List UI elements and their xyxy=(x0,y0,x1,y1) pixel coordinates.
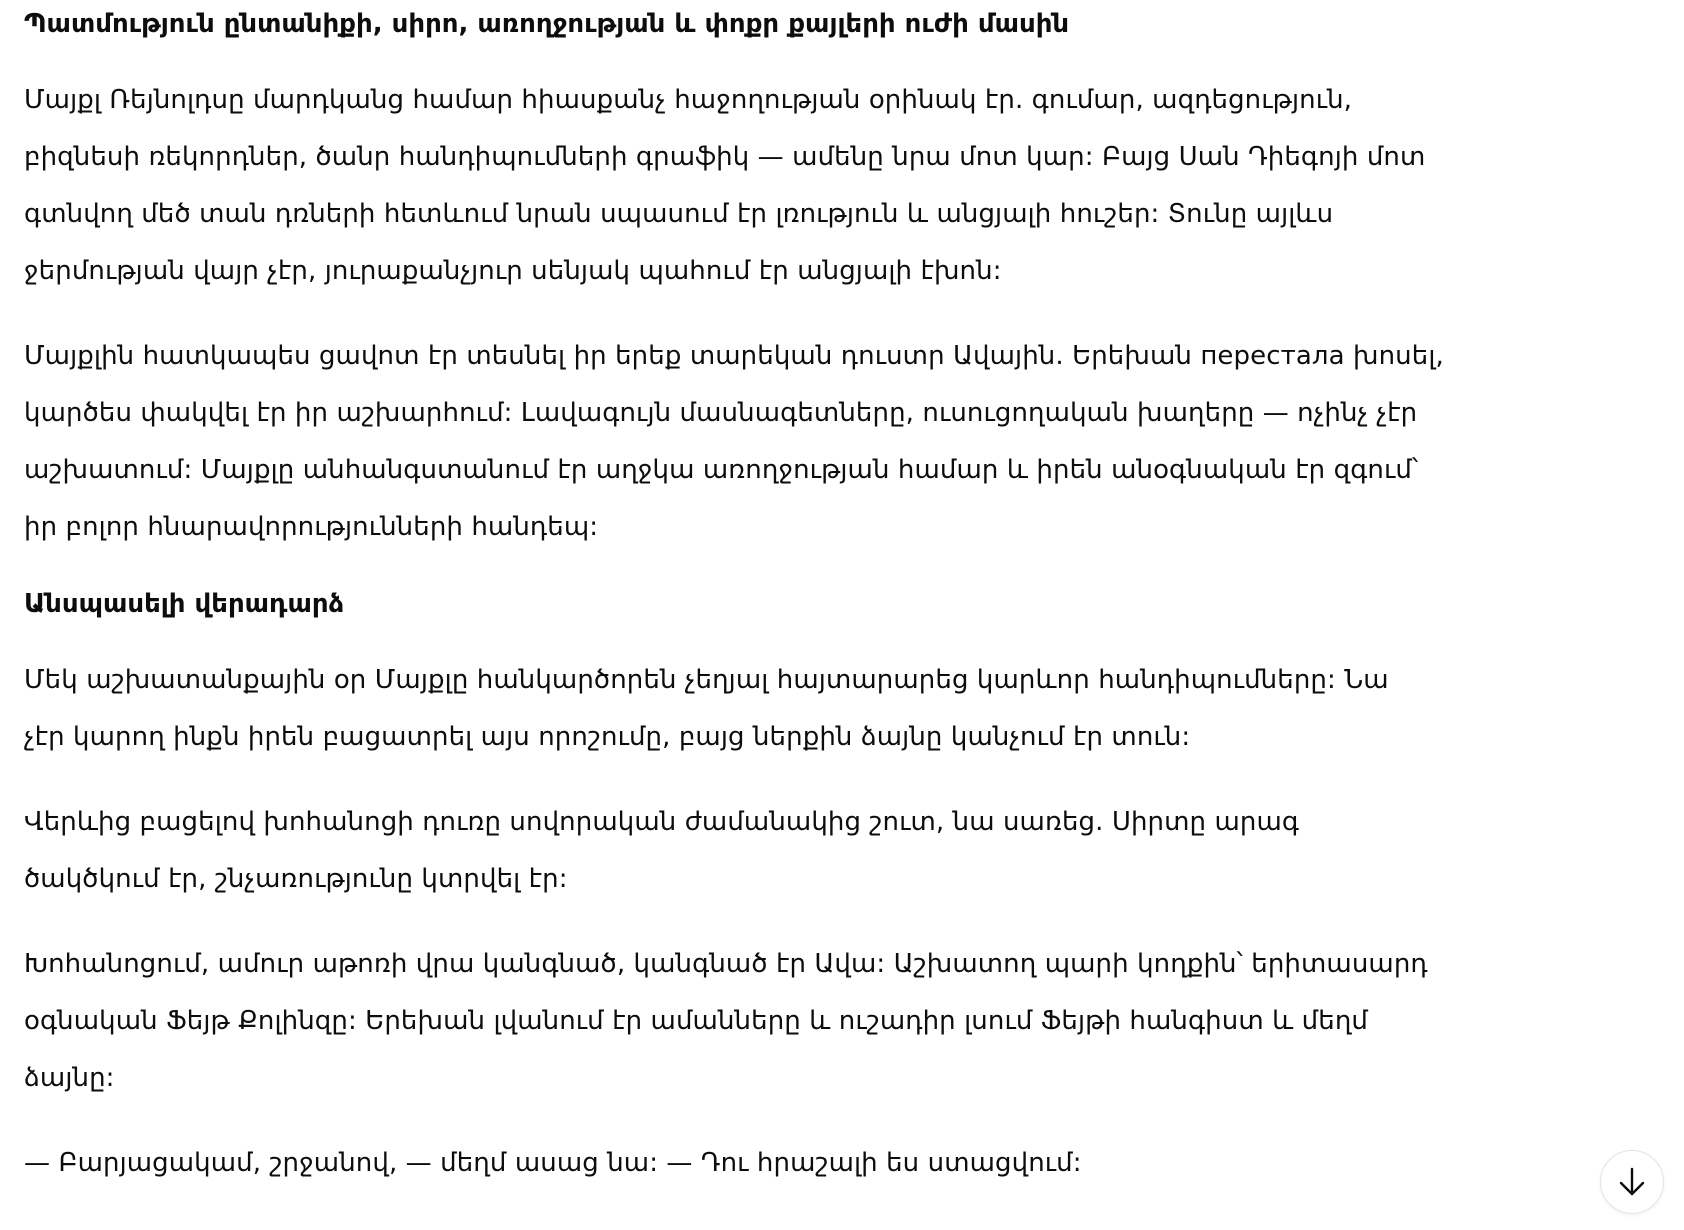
text-line: — Բարյացակամ, շրջանով, — մեղմ ասաց նա: — Դու հրաշալի ես ստացվում: xyxy=(24,1148,1082,1178)
text-line: ջերմության վայր չէր, յուրաքանչյուր սենյակ պահում էր անցյալի էխոն: xyxy=(24,256,1002,286)
arrow-down-icon xyxy=(1618,1166,1646,1198)
text-line: Խոհանոցում, ամուր աթոռի վրա կանգնած, կանգնած էր Ավա: Աշխատող պարի կողքին՝ երիտասարդ xyxy=(24,949,1428,979)
scroll-to-bottom-button[interactable] xyxy=(1600,1150,1664,1214)
text-line: Մայքլին հատկապես ցավոտ էր տեսնել իր երեք տարեկան դուստր Ավային. Երեխան перестала խոսել, xyxy=(24,341,1444,371)
text-line: գտնվող մեծ տան դռների հետևում նրան սպասում էր լռություն և անցյալի հուշեր: Տունը այլևս xyxy=(24,199,1334,229)
text-line: բիզնեսի ռեկորդներ, ծանր հանդիպումների գրաֆիկ — ամենը նրա մոտ կար: Բայց Սան Դիեգոյի մոտ xyxy=(24,142,1426,172)
text-line: ձայնը: xyxy=(24,1063,115,1093)
text-line: Մայքլ Ռեյնոլդսը մարդկանց համար հիասքանչ հաջողության օրինակ էր. գումար, ազդեցություն, xyxy=(24,85,1353,115)
text-line: Մեկ աշխատանքային օր Մայքլը հանկարծորեն չեղյալ հայտարարեց կարևոր հանդիպումները: Նա xyxy=(24,665,1389,695)
article-title: Պատմություն ընտանիքի, սիրո, առողջության և փոքր քայլերի ուժի մասին xyxy=(24,9,1070,39)
section-heading: Անսպասելի վերադարձ xyxy=(24,589,345,619)
text-line: կարծես փակվել էր իր աշխարհում: Լավագույն մասնագետները, ուսուցողական խաղերը — ոչինչ չէր xyxy=(24,398,1418,428)
text-line: Վերևից բացելով խոհանոցի դուռը սովորական ժամանակից շուտ, նա սառեց. Սիրտը արագ xyxy=(24,807,1300,837)
paragraph xyxy=(24,936,1584,1107)
paragraph xyxy=(24,652,1584,766)
paragraph xyxy=(24,1135,1584,1192)
text-line: չէր կարող ինքն իրեն բացատրել այս որոշումը, բայց ներքին ձայնը կանչում էր տուն: xyxy=(24,722,1191,752)
text-line: իր բոլոր հնարավորությունների հանդեպ: xyxy=(24,512,599,542)
text-line: աշխատում: Մայքլը անհանգստանում էր աղջկա առողջության համար և իրեն անօգնական էր զգում՝ xyxy=(24,455,1419,485)
paragraph xyxy=(24,794,1584,908)
paragraph xyxy=(24,72,1584,300)
paragraph xyxy=(24,328,1584,556)
text-line: օգնական Ֆեյթ Քոլինզը: Երեխան լվանում էր ամանները և ուշադիր լսում Ֆեյթի հանգիստ և մեղմ xyxy=(24,1006,1369,1036)
article xyxy=(24,4,1584,1220)
text-line: ծակծկում էր, շնչառությունը կտրվել էր: xyxy=(24,864,568,894)
